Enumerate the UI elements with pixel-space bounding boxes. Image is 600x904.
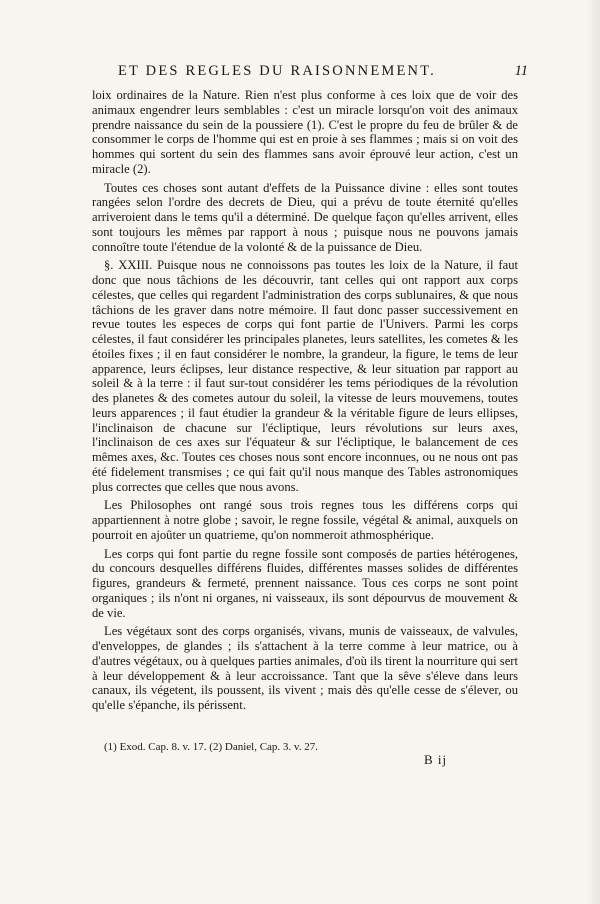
paragraph: Les Philosophes ont rangé sous trois regnes tous les différens corps qui appartiennent à notre globe ; savoir, le regne fossile, végétal & animal, auxquels on pourroit en ajoûter un quatrieme, qu'on nommeroit athmosphérique.	[92, 498, 518, 542]
page-number: 11	[514, 63, 528, 79]
signature-mark: B ij	[424, 752, 448, 767]
section-paragraph: §. XXIII. Puisque nous ne connoissons pas toutes les loix de la Nature, il faut donc que nous tâchions de les découvrir, tant celles qui ont rapport aux corps célestes, que celles qui regardent l'administration des corps sublunaires, & que nous tâchions de les graver dans notre mémoire. Il faut donc passer successivement en revue toutes les especes de corps qui font partie de l'Univers. Parmi les corps célestes, il faut considérer les principales planetes, leurs satellites, les cometes & les étoiles fixes ; il en faut considérer le nombre, la grandeur, la figure, le tems de leur apparence, leurs éclipses, leur distance respective, & leur situation par rapport au soleil & à la terre : il faut sur-tout considérer les tems périodiques de la révolution des planetes & des cometes autour du soleil, la vitesse de leurs mouvemens, toutes leurs apparences ; il faut étudier la grandeur & la véritable figure de leurs ellipses, l'inclinaison de chacune sur l'écliptique, leurs révolutions sur leurs axes, l'inclinaison de ces axes sur l'équateur & sur l'écliptique, le balancement de ces mêmes axes, &c. Toutes ces choses nous sont encore inconnues, ou ne nous ont pas été fidelement transmises ; ce qui fait qu'il nous manque des Tables astronomiques plus correctes que celles que nous avons.	[92, 258, 518, 494]
footnotes: (1) Exod. Cap. 8. v. 17. (2) Daniel, Cap. 3. v. 27.	[104, 741, 318, 753]
paragraph: loix ordinaires de la Nature. Rien n'est plus conforme à ces loix que de voir des animaux engendrer leurs semblables : c'est un miracle lorsqu'on voit des animaux prendre naissance du sein de la poussiere (1). C'est le propre du feu de brûler & de consommer le corps de l'homme qui est en proie à ses flammes ; mais si on voit des hommes qui sortent du sein des flammes sans avoir éprouvé leur action, c'est un miracle (2).	[92, 88, 518, 176]
paragraph: Les végétaux sont des corps organisés, vivans, munis de vaisseaux, de valvules, d'enveloppes, de glandes ; ils s'attachent à la terre comme à leur matrice, ou à d'autres végétaux, ou à quelques parties animales, d'où ils tirent la nourriture qui sert à leur développement & à leur accroissance. Tant que la sêve s'éleve dans leurs canaux, ils végetent, ils poussent, ils vivent ; mais dès qu'elle cesse de s'élever, ou qu'elle s'épanche, ils périssent.	[92, 624, 518, 712]
paragraph: Les corps qui font partie du regne fossile sont composés de parties hétérogenes, du concours desquelles différens fluides, différentes masses solides de différentes figures, grandeurs & fermeté, prennent naissance. Tous ces corps ne sont point organiques ; ils n'ont ni organes, ni vaisseaux, ils sont dépourvus de mouvement & de vie.	[92, 546, 518, 620]
body-text	[92, 88, 518, 717]
running-title: ET DES REGLES DU RAISONNEMENT.	[118, 63, 437, 79]
paragraph: Toutes ces choses sont autant d'effets de la Puissance divine : elles sont toutes rangées selon l'ordre des decrets de Dieu, qui a prévu de toute éternité qu'elles arriveroient dans le tems qu'il a déterminé. De quelque façon qu'elles arrivent, elles sont toujours les mêmes par rapport à nous ; puisque nous ne pouvons jamais connoître toute l'étendue de la volonté & de la puissance de Dieu.	[92, 180, 518, 254]
